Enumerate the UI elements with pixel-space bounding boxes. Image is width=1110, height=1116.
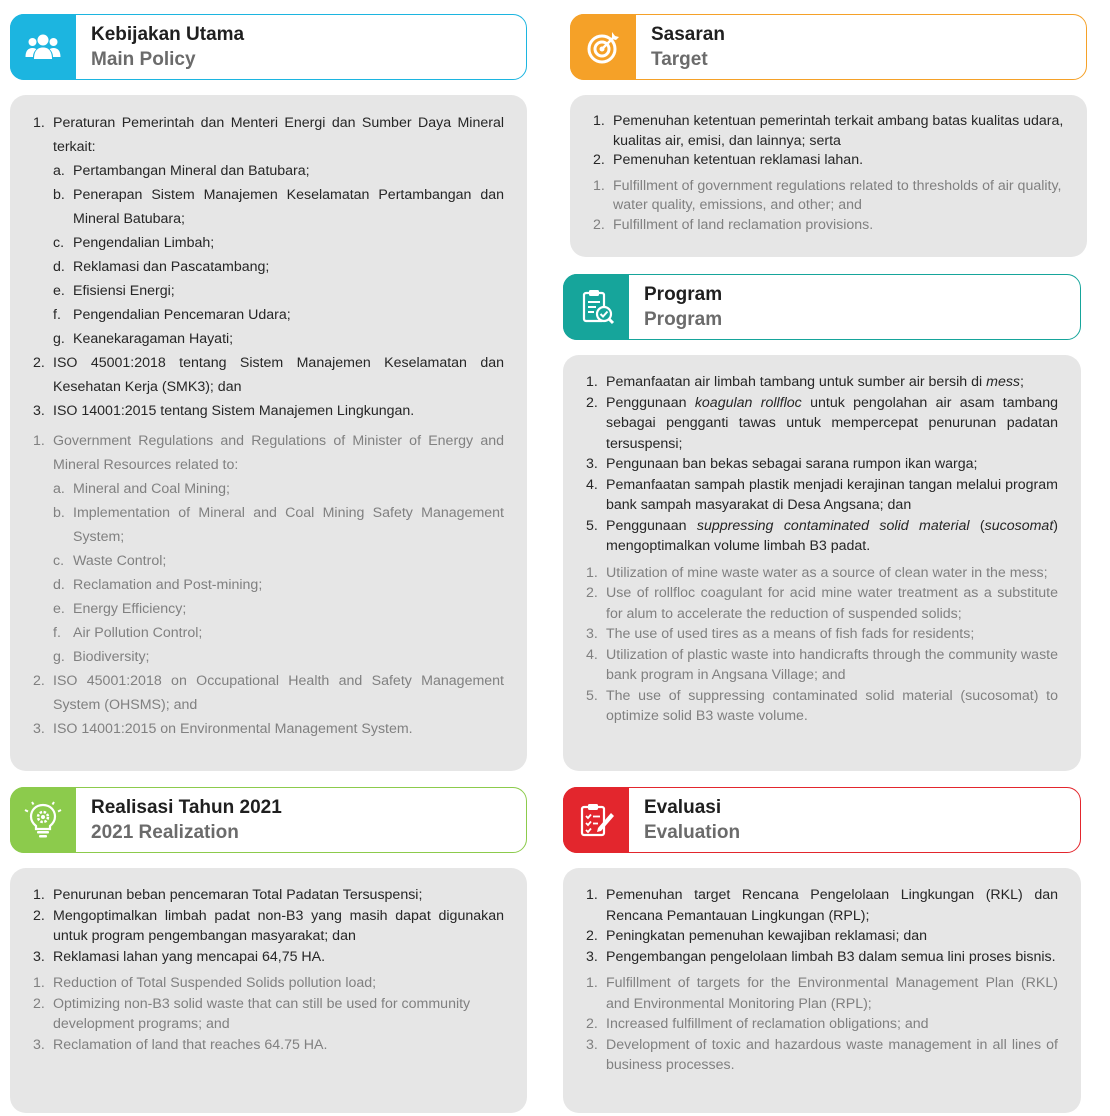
list-item: d. Reklamasi dan Pascatambang; (53, 259, 270, 275)
italic-term: koagulan rollfloc (694, 394, 802, 411)
target-header (570, 14, 1087, 80)
list-item: a. Pertambangan Mineral dan Batubara; (53, 163, 310, 179)
list-item: 3. Reklamasi lahan yang mencapai 64,75 HA. (33, 948, 326, 965)
main-policy-header (10, 14, 527, 80)
target-list-id (593, 112, 1064, 171)
realization-panel (10, 868, 527, 1113)
list-item: 1. Fulfillment of targets for the Environmental Management Plan (RKL) and Environmental Monitoring Plan (RPL); (586, 975, 1058, 1012)
section-subtitle: 2021 Realization (91, 822, 239, 843)
list-item: 3. Pengembangan pengelolaan limbah B3 dalam semua lini proses bisnis. (586, 948, 1056, 965)
program-list-id (586, 372, 1059, 557)
target-panel (570, 95, 1087, 257)
list-item: 1. Utilization of mine waste water as a source of clean water in the mess; (586, 564, 1048, 581)
list-item: 4. Utilization of plastic waste into handicrafts through the community waste bank program in Angsana Village; and (586, 646, 1058, 683)
text-run: Penggunaan (606, 517, 697, 534)
program-panel (563, 355, 1081, 771)
list-item (586, 454, 1058, 475)
list-item: f. Air Pollution Control; (53, 625, 203, 641)
list-item: d. Reclamation and Post-mining; (53, 577, 263, 593)
evaluation-header (563, 787, 1081, 853)
list-item: 3. The use of used tires as a means of fish fads for residents; (586, 626, 975, 642)
italic-term: mess (986, 374, 1021, 390)
italic-term: suppressing contaminated solid material (696, 517, 970, 534)
section-subtitle: Evaluation (644, 822, 741, 843)
list-item: 3. ISO 14001:2015 on Environmental Management System. (33, 721, 413, 737)
text-run: ; (1020, 374, 1024, 390)
list-item: 2. Mengoptimalkan limbah padat non-B3 yang masih dapat digunakan untuk program pengembangan masyarakat; dan (33, 907, 504, 944)
list-item: 1. Peraturan Pemerintah dan Menteri Energi dan Sumber Daya Mineral terkait: a. Pertambangan Mineral dan Batubara; b. Penerapan Sistem Manajemen Keselamatan Pertambangan dan Mineral Batubara; c. Pengendalian Limbah; d. Reklamasi dan Pascatambang; e. Efisiensi Energi; f. Pengendalian Pencemaran Udara; g. Keanekaragaman Hayati; (53, 111, 504, 351)
program-list-en (586, 563, 1058, 727)
text-run: Pemanfaatan sampah plastik menjadi kerajinan tangan melalui program bank sampah masyarakat di Desa Angsana; dan (606, 476, 1058, 513)
list-number: 4. (586, 476, 598, 493)
list-item: g. Biodiversity; (53, 649, 150, 665)
list-item (586, 475, 1058, 516)
list-number: 3. (586, 456, 598, 472)
list-item: 1. Reduction of Total Suspended Solids pollution load; (33, 975, 377, 991)
text-run: ( (969, 517, 985, 534)
text-run: Pemanfaatan air limbah tambang untuk sumber air bersih di (606, 374, 987, 390)
clipboard-pencil-icon (563, 787, 629, 853)
list-item: e. Efisiensi Energi; (53, 283, 175, 299)
realization-list-en (33, 973, 504, 1055)
clipboard-check-icon (563, 274, 629, 340)
program-header (563, 274, 1081, 340)
list-item: 1. Penurunan beban pencemaran Total Padatan Tersuspensi; (33, 887, 423, 903)
list-item: 3. Reclamation of land that reaches 64.75 HA. (33, 1036, 328, 1053)
list-item (586, 372, 1058, 393)
list-item (586, 393, 1059, 455)
list-item: 1. Government Regulations and Regulations of Minister of Energy and Mineral Resources related to: a. Mineral and Coal Mining; b. Implementation of Mineral and Coal Mining Safety Management System; c. Waste Control; d. Reclamation and Post-mining; e. Energy Efficiency; f. Air Pollution Control; g. Biodiversity; (53, 429, 504, 669)
section-subtitle: Program (644, 309, 723, 330)
list-item: e. Energy Efficiency; (53, 601, 187, 617)
list-item: 3. Development of toxic and hazardous waste management in all lines of business processes. (586, 1036, 1058, 1073)
evaluation-panel (563, 868, 1081, 1113)
section-title: Realisasi Tahun 2021 (91, 797, 282, 818)
section-subtitle: Main Policy (91, 49, 196, 70)
list-item: 1. Pemenuhan ketentuan pemerintah terkait ambang batas kualitas udara, kualitas air, emisi, dan lainnya; serta (593, 113, 1064, 149)
list-item: 2. ISO 45001:2018 on Occupational Health and Safety Management System (OHSMS); and (33, 673, 504, 713)
list-item: 2. Pemenuhan ketentuan reklamasi lahan. (593, 152, 864, 168)
list-item: 2. Increased fulfillment of reclamation obligations; and (586, 1016, 929, 1032)
list-item (586, 516, 1058, 557)
section-title: Evaluasi (644, 797, 722, 818)
list-item: f. Pengendalian Pencemaran Udara; (53, 307, 291, 323)
evaluation-list-en (586, 973, 1058, 1076)
target-list-en (593, 177, 1064, 236)
main-policy-panel (10, 95, 527, 771)
list-item: b. Penerapan Sistem Manajemen Keselamatan Pertambangan dan Mineral Batubara; (53, 187, 504, 227)
main-policy-list-id (33, 111, 504, 423)
text-run: ) mengoptimalkan volume limbah B3 padat. (606, 517, 1058, 554)
main-policy-list-en (33, 429, 504, 741)
list-item: c. Pengendalian Limbah; (53, 235, 215, 251)
people-group-icon (10, 14, 76, 80)
text-run: untuk pengolahan air asam tambang sebagai pengganti tawas untuk mempercepat penurunan padatan tersuspensi; (606, 394, 1059, 452)
section-title: Program (644, 284, 723, 305)
list-item: 1. Fulfillment of government regulations related to thresholds of air quality, water quality, emissions, and other; and (593, 177, 1062, 213)
list-item: a. Mineral and Coal Mining; (53, 481, 230, 497)
lightbulb-gear-icon (10, 787, 76, 853)
target-arrow-icon (570, 14, 636, 80)
list-item: 3. ISO 14001:2015 tentang Sistem Manajemen Lingkungan. (33, 403, 415, 419)
list-item: 5. The use of suppressing contaminated solid material (sucosomat) to optimize solid B3 waste volume. (586, 687, 1058, 724)
section-title: Kebijakan Utama (91, 24, 245, 45)
list-number: 5. (586, 517, 598, 534)
italic-term: sucosomat (984, 517, 1054, 534)
section-subtitle: Target (651, 49, 708, 70)
list-item: 2. ISO 45001:2018 tentang Sistem Manajemen Keselamatan dan Kesehatan Kerja (SMK3); dan (33, 355, 504, 395)
text-run: Penggunaan (606, 394, 695, 411)
list-item: b. Implementation of Mineral and Coal Mining Safety Management System; (53, 505, 504, 545)
list-item: g. Keanekaragaman Hayati; (53, 331, 234, 347)
list-number: 2. (586, 394, 598, 411)
evaluation-list-id (586, 885, 1058, 967)
list-item: 1. Pemenuhan target Rencana Pengelolaan Lingkungan (RKL) dan Rencana Pemantauan Lingkungan (RPL); (586, 887, 1058, 924)
realization-header (10, 787, 527, 853)
text-run: Pengunaan ban bekas sebagai sarana rumpon ikan warga; (606, 456, 978, 472)
section-title: Sasaran (651, 24, 725, 45)
list-item: 2. Fulfillment of land reclamation provisions. (593, 216, 874, 233)
list-number: 1. (586, 374, 598, 390)
realization-list-id (33, 885, 504, 967)
list-item: 2. Peningkatan pemenuhan kewajiban reklamasi; dan (586, 928, 928, 944)
list-item: c. Waste Control; (53, 553, 167, 569)
list-item: 2. Optimizing non-B3 solid waste that can still be used for community development programs; and (33, 995, 471, 1032)
list-item: 2. Use of rollfloc coagulant for acid mine water treatment as a substitute for alum to accelerate the reduction of suspended solids; (586, 585, 1058, 622)
